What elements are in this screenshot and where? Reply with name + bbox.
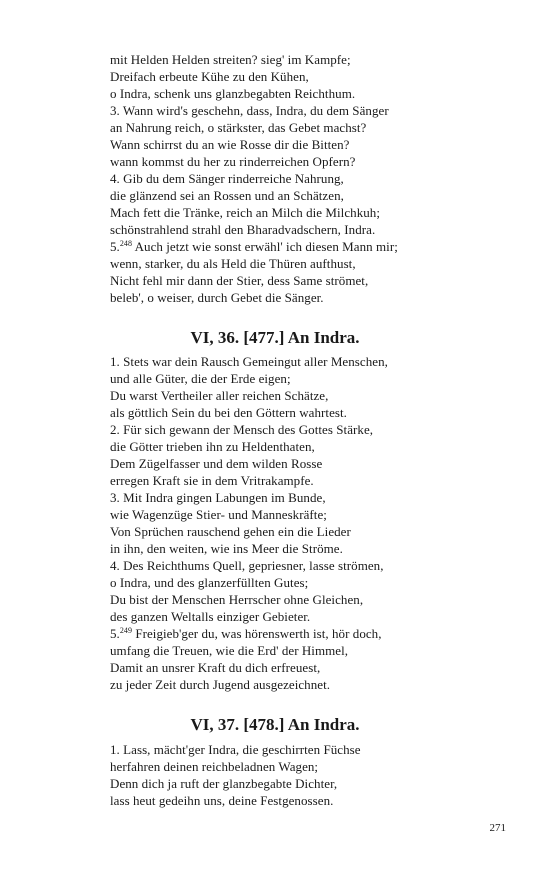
verse-line: die glänzend sei an Rossen und an Schätzen, bbox=[110, 188, 344, 203]
verse-line: 1. Stets war dein Rausch Gemeingut aller Menschen, bbox=[110, 354, 388, 369]
verse-line: an Nahrung reich, o stärkster, das Gebet machst? bbox=[110, 120, 367, 135]
verse-line: in ihn, den weiten, wie ins Meer die Ströme. bbox=[110, 541, 343, 556]
verse-line: Nicht fehl mir dann der Stier, dess Same strömet, bbox=[110, 273, 369, 288]
verse-line bbox=[110, 625, 510, 642]
verse-line: Du warst Vertheiler aller reichen Schätze, bbox=[110, 388, 329, 403]
verse-line: Mach fett die Tränke, reich an Milch die Milchkuh; bbox=[110, 205, 381, 220]
footnote-marker: 249 bbox=[119, 626, 133, 635]
verse-line: Dem Zügelfasser und dem wilden Rosse bbox=[110, 456, 323, 471]
verse-line: umfang die Treuen, wie die Erd' der Himmel, bbox=[110, 643, 349, 658]
verse-line: o Indra, schenk uns glanzbegabten Reichthum. bbox=[110, 86, 356, 101]
verse-number: 5. bbox=[110, 239, 120, 254]
verse-line: Denn dich ja ruft der glanzbegabte Dichter, bbox=[110, 776, 338, 791]
verse-line: Du bist der Menschen Herrscher ohne Gleichen, bbox=[110, 592, 364, 607]
verse-line: zu jeder Zeit durch Jugend ausgezeichnet. bbox=[110, 677, 331, 692]
verse-line: erregen Kraft sie in dem Vritrakampfe. bbox=[110, 473, 314, 488]
verse-line: Wann schirrst du an wie Rosse dir die Bitten? bbox=[110, 137, 350, 152]
verse-line: 3. Mit Indra gingen Labungen im Bunde, bbox=[110, 490, 326, 505]
footnote-marker: 248 bbox=[119, 239, 133, 248]
verse-line: Von Sprüchen rauschend gehen ein die Lieder bbox=[110, 524, 351, 539]
verse-line: schönstrahlend strahl den Bharadvadschern, Indra. bbox=[110, 222, 376, 237]
verse-line: Damit an unsrer Kraft du dich erfreuest, bbox=[110, 660, 321, 675]
verse-line: wann kommst du her zu rinderreichen Opfern? bbox=[110, 154, 356, 169]
verse-block-continued bbox=[110, 51, 510, 306]
verse-line: und alle Güter, die der Erde eigen; bbox=[110, 371, 291, 386]
section-heading-vi-37: VI, 37. [478.] An Indra. bbox=[190, 715, 360, 734]
verse-block-vi-36 bbox=[110, 353, 510, 693]
verse-line: 3. Wann wird's geschehn, dass, Indra, du dem Sänger bbox=[110, 103, 389, 118]
verse-line bbox=[110, 238, 510, 255]
verse-line: wenn, starker, du als Held die Thüren aufthust, bbox=[110, 256, 356, 271]
verse-line: o Indra, und des glanzerfüllten Gutes; bbox=[110, 575, 309, 590]
verse-text: Freigieb'ger du, was hörenswerth ist, hör doch, bbox=[132, 626, 382, 641]
verse-text: Auch jetzt wie sonst erwähl' ich diesen Mann mir; bbox=[132, 239, 398, 254]
section-heading-vi-36: VI, 36. [477.] An Indra. bbox=[190, 328, 360, 347]
verse-line: 4. Des Reichthums Quell, gepriesner, lasse strömen, bbox=[110, 558, 384, 573]
verse-block-vi-37 bbox=[110, 741, 510, 809]
verse-line: herfahren deinen reichbeladnen Wagen; bbox=[110, 759, 319, 774]
verse-line: wie Wagenzüge Stier- und Manneskräfte; bbox=[110, 507, 327, 522]
verse-line: die Götter trieben ihn zu Heldenthaten, bbox=[110, 439, 315, 454]
verse-line: des ganzen Weltalls einziger Gebieter. bbox=[110, 609, 311, 624]
verse-line: als göttlich Sein du bei den Göttern wahrtest. bbox=[110, 405, 347, 420]
verse-line: mit Helden Helden streiten? sieg' im Kampfe; bbox=[110, 52, 351, 67]
verse-line: 2. Für sich gewann der Mensch des Gottes Stärke, bbox=[110, 422, 374, 437]
verse-line: 1. Lass, mächt'ger Indra, die geschirrten Füchse bbox=[110, 742, 361, 757]
verse-line: Dreifach erbeute Kühe zu den Kühen, bbox=[110, 69, 309, 84]
verse-line: lass heut gedeihn uns, deine Festgenossen. bbox=[110, 793, 334, 808]
verse-line: beleb', o weiser, durch Gebet die Sänger. bbox=[110, 290, 324, 305]
verse-line: 4. Gib du dem Sänger rinderreiche Nahrung, bbox=[110, 171, 344, 186]
page-number: 271 bbox=[489, 822, 506, 834]
verse-number: 5. bbox=[110, 626, 120, 641]
